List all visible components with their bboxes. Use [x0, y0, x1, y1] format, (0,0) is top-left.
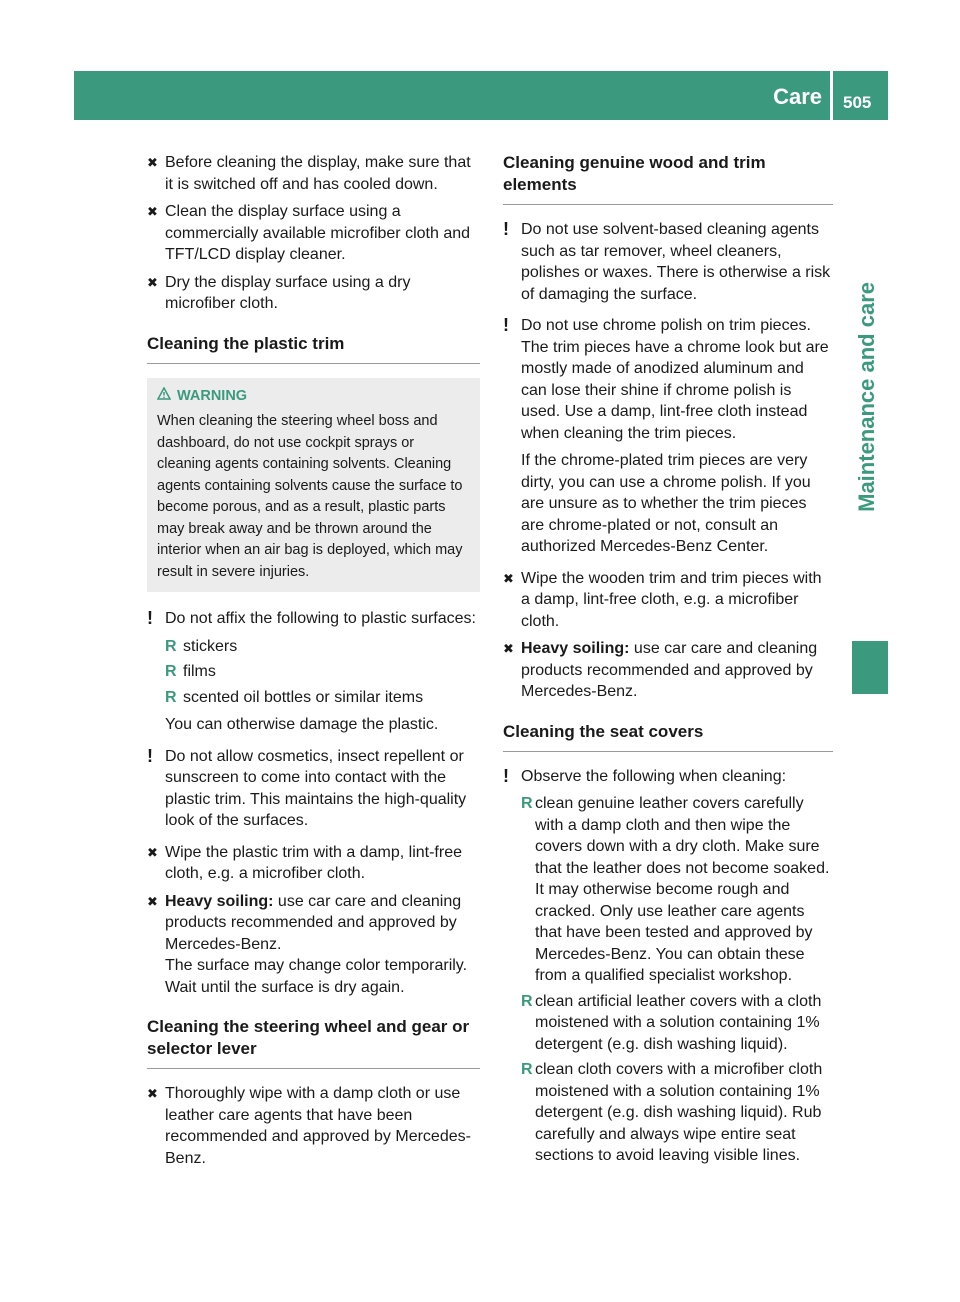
caution-icon: !: [147, 608, 153, 628]
note-chrome-polish: ! Do not use chrome polish on trim pieces. The trim pieces have a chrome look but are mostly made of anodized aluminum and can lose their shine if chrome polish is used. Use a damp, lint-free cloth instead when cleaning the trim pieces. If the chrome-plated trim pieces are very dirty, you can use a chrome polish. If you are unsure as to whether the trim pieces are chrome-plated or not, consult an authorized Mercedes-Benz Center.: [503, 315, 829, 555]
step-item: ✖ Heavy soiling: use car care and cleaning products recommended and approved by Mercedes-Benz. The surface may change color temporarily. Wait until the surface is dry again.: [147, 892, 468, 996]
list-item: R clean artificial leather covers with a cloth moistened with a solution containing 1% detergent (e.g. dish washing liquid).: [521, 992, 822, 1053]
step-item: ✖ Thoroughly wipe with a damp cloth or use leather care agents that have been recommended and approved by Mercedes-Benz.: [147, 1085, 471, 1167]
warning-triangle-icon: [157, 386, 171, 408]
step-arrow-icon: ✖: [147, 893, 158, 909]
warning-text: When cleaning the steering wheel boss and dashboard, do not use cockpit sprays or cleaning agents containing solvents. Cleaning agents containing solvents cause the surface to become porous, and as a result, plastic parts may break away and be thrown around the interior when an air bag is deployed, which may result in severe injuries.: [157, 413, 463, 580]
caution-icon: !: [503, 315, 509, 335]
caution-icon: !: [503, 765, 509, 786]
header-divider: [830, 71, 833, 120]
note-seat-covers: ! Observe the following when cleaning: R clean genuine leather covers carefully with a damp cloth and then wipe the covers down with a dry cloth. Make sure that the leather does not become soaked. It may otherwise become rough and cracked. Only use leather care agents that have been tested and approved by Mercedes-Benz. You can obtain these from a qualified specialist workshop. R clean artificial leather covers with a cloth moistened with a solution containing 1% detergent (e.g. dish washing liquid). R clean cloth covers with a microfiber cloth moistened with a solution containing 1% detergent (e.g. dish washing liquid). Rub carefully and always wipe entire seat sections to avoid leaving visible lines.: [503, 766, 833, 1167]
step-arrow-icon: ✖: [503, 641, 514, 656]
bullet-list: [165, 636, 480, 709]
step-item: ✖ Before cleaning the display, make sure that it is switched off and has cooled down.: [147, 154, 471, 193]
right-column: [503, 152, 833, 1177]
step-arrow-icon: ✖: [147, 1086, 158, 1101]
step-arrow-icon: ✖: [147, 155, 158, 170]
step-arrow-icon: ✖: [147, 844, 158, 860]
list-item: R stickers: [165, 637, 238, 655]
warning-box: [147, 378, 480, 593]
heading-seat-covers: Cleaning the seat covers: [503, 721, 833, 752]
caution-icon: !: [503, 219, 509, 239]
heading-steering-wheel: Cleaning the steering wheel and gear or selector lever: [147, 1016, 480, 1069]
step-item: ✖ Wipe the wooden trim and trim pieces with a damp, lint-free cloth, e.g. a microfiber cloth.: [503, 569, 822, 630]
side-tab-label: Maintenance and care: [854, 282, 880, 512]
side-tab-marker: [852, 641, 888, 694]
step-item: ✖ Heavy soiling: use car care and cleaning products recommended and approved by Mercedes-Benz.: [503, 640, 818, 700]
step-item: ✖ Clean the display surface using a commercially available microfiber cloth and TFT/LCD display cleaner.: [147, 203, 471, 263]
note-solvent: ! Do not use solvent-based cleaning agents such as tar remover, wheel cleaners, polishes or waxes. There is otherwise a risk of damaging the surface.: [503, 219, 831, 303]
left-column: [147, 152, 480, 1175]
bullet-list: [521, 793, 833, 1167]
list-item: R films: [165, 663, 216, 680]
list-item: R clean cloth covers with a microfiber cloth moistened with a solution containing 1% detergent (e.g. dish washing liquid). Rub carefully and always wipe entire seat sections to avoid leaving visible lines.: [521, 1061, 823, 1164]
step-item: ✖ Dry the display surface using a dry microfiber cloth.: [147, 273, 411, 312]
section-title: Care: [773, 84, 822, 109]
caution-icon: !: [147, 745, 153, 766]
note-plastic-surfaces: ! Do not affix the following to plastic surfaces: R stickers R films R scented oil bottles or similar items You can otherwise damage the plastic.: [147, 608, 480, 736]
page-number: 505: [843, 93, 872, 112]
step-arrow-icon: ✖: [147, 274, 158, 290]
list-item: R scented oil bottles or similar items: [165, 688, 424, 706]
note-cosmetics: ! Do not allow cosmetics, insect repellent or sunscreen to come into contact with the plastic trim. This maintains the high-quality look of the surfaces.: [147, 745, 467, 829]
list-item: R clean genuine leather covers carefully with a damp cloth and then wipe the covers down with a dry cloth. Make sure that the leather does not become soaked. It may otherwise become rough and cracked. Only use leather care agents that have been tested and approved by Mercedes-Benz. You can obtain these from a qualified specialist workshop.: [521, 795, 830, 984]
header-bar: [74, 71, 888, 120]
step-arrow-icon: ✖: [503, 570, 514, 586]
heading-wood-trim: Cleaning genuine wood and trim elements: [503, 152, 833, 205]
heading-plastic-trim: Cleaning the plastic trim: [147, 333, 480, 364]
step-item: ✖ Wipe the plastic trim with a damp, lint-free cloth, e.g. a microfiber cloth.: [147, 843, 462, 882]
side-tab: [845, 130, 889, 664]
step-arrow-icon: ✖: [147, 204, 158, 219]
warning-title: WARNING: [157, 386, 470, 408]
